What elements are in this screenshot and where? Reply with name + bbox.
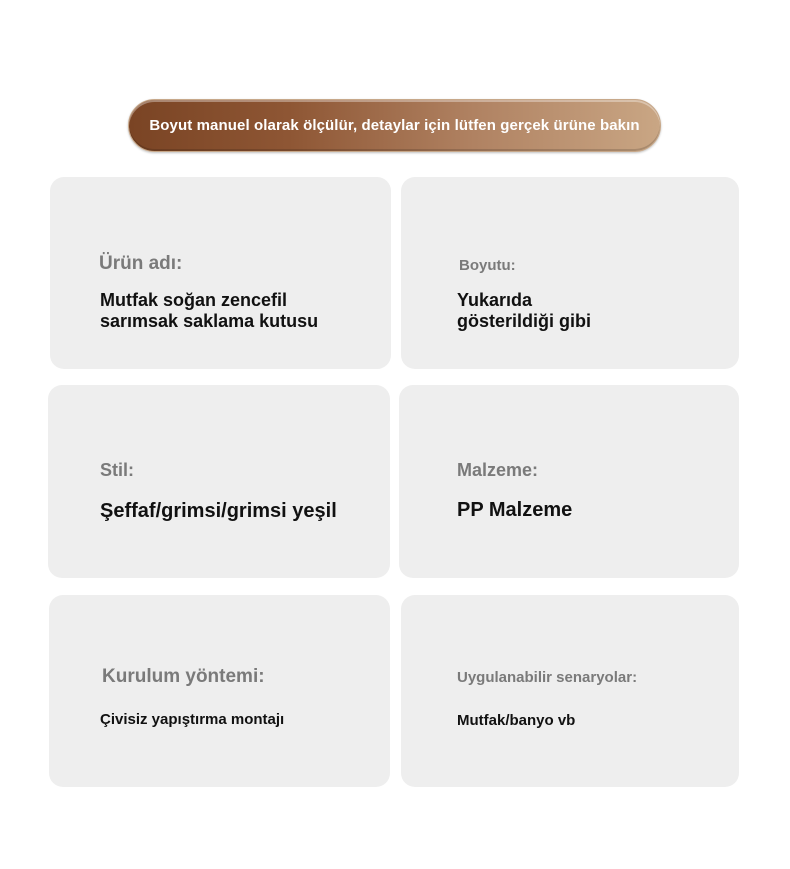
style-value: Şeffaf/grimsi/grimsi yeşil [100,500,337,522]
size-value: Yukarıda gösterildiği gibi [457,290,591,331]
style-label: Stil: [100,460,134,480]
material-value: PP Malzeme [457,499,573,521]
product-name-value: Mutfak soğan zencefil sarımsak saklama kutusu [100,290,319,331]
installation-label: Kurulum yöntemi: [102,666,265,687]
installation-value: Çivisiz yapıştırma montajı [100,711,285,728]
spec-card-size [401,177,739,369]
spec-card-product-name [50,177,391,369]
spec-card-installation [49,595,390,787]
product-name-label: Ürün adı: [99,253,183,274]
spec-card-material [399,385,739,578]
material-label: Malzeme: [457,460,539,480]
scenarios-value: Mutfak/banyo vb [457,712,576,729]
info-banner [128,99,661,152]
size-label: Boyutu: [459,257,516,274]
spec-card-scenarios [401,595,739,787]
spec-card-style [48,385,390,578]
banner-text: Boyut manuel olarak ölçülür, detaylar için lütfen gerçek ürüne bakın [149,117,640,134]
scenarios-label: Uygulanabilir senaryolar: [457,669,638,686]
